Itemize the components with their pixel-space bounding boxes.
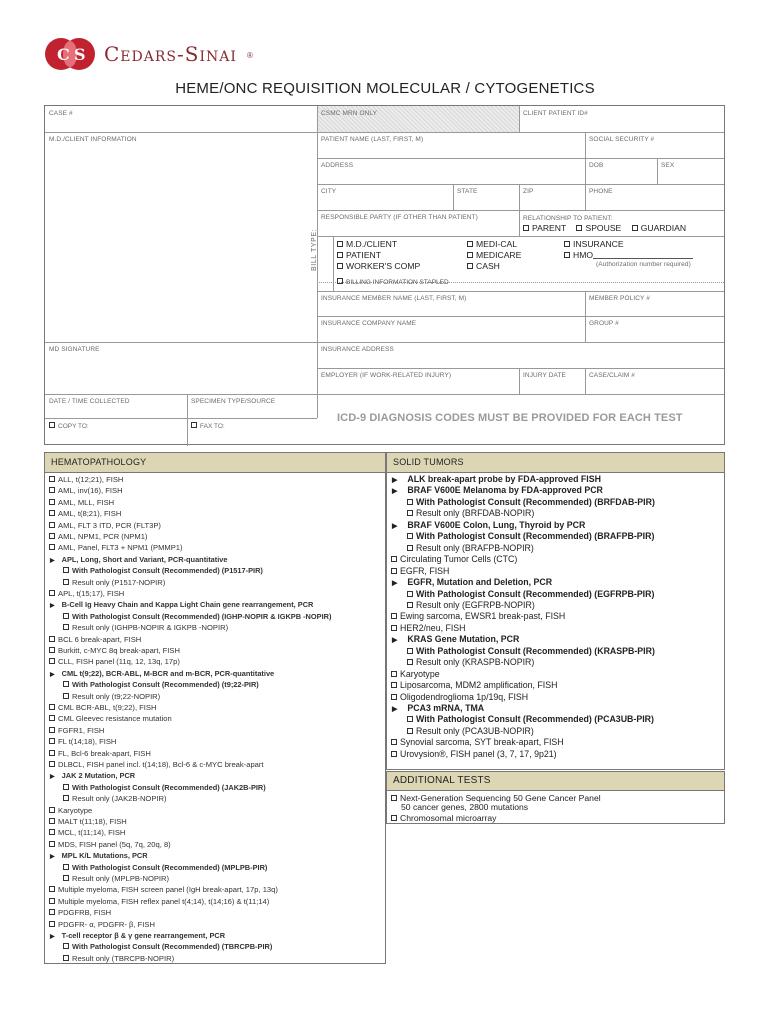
test-label: PDGFR- α, PDGFR- β, FISH [58,919,155,929]
checkbox-icon [49,818,55,824]
checkbox-icon [49,807,55,813]
test-label: With Pathologist Consult (Recommended) (PCA3UB-PIR) [416,714,654,725]
insurance-address-label: INSURANCE ADDRESS [321,346,394,353]
test-label: With Pathologist Consult (Recommended) (BRAFPB-PIR) [416,531,655,542]
checkbox-icon [63,579,69,585]
auth-number-note: (Authorization number required) [596,261,691,268]
test-group [392,485,603,495]
test-label: Result only (KRASPB-NOPIR) [416,657,535,668]
checkbox-icon [49,533,55,539]
test-option[interactable] [63,623,228,632]
test-label: With Pathologist Consult (Recommended) (t9;22-PIR) [72,680,259,690]
test-label: AML, Panel, FLT3 + NPM1 (PMMP1) [58,543,183,553]
test-option[interactable] [49,737,116,746]
test-label: CML Gleevec resistance mutation [58,714,172,724]
test-option[interactable] [63,680,259,689]
bill-col-1 [337,239,420,272]
test-group [392,634,519,644]
test-label: With Pathologist Consult (Recommended) (JAK2B-PIR) [72,782,266,792]
test-group [50,851,148,860]
test-option[interactable] [63,612,331,621]
bill-workers-comp-option[interactable]: WORKER'S COMP [337,261,420,272]
checkbox-icon [632,225,638,231]
test-option[interactable] [49,908,111,917]
test-label: With Pathologist Consult (Recommended) (P1517-PIR) [72,566,263,576]
checkbox-icon [49,476,55,482]
test-option[interactable] [49,760,264,769]
test-option[interactable] [391,611,565,621]
checkbox-icon [49,544,55,550]
checkbox-icon [337,241,343,247]
test-option[interactable] [49,635,141,644]
checkbox-icon [391,795,397,801]
checkbox-icon [576,225,582,231]
checkbox-icon [49,921,55,927]
sex-label: SEX [661,162,675,169]
bill-md-client-option[interactable]: M.D./CLIENT [337,239,420,250]
member-policy-label: MEMBER POLICY # [589,295,650,302]
checkbox-icon [63,784,69,790]
checkbox-icon [391,625,397,631]
test-option[interactable] [49,646,180,655]
test-option[interactable] [63,578,165,587]
specimen-type-label: SPECIMEN TYPE/SOURCE [191,398,276,405]
test-label: BRAF V600E Colon, Lung, Thyroid by PCR [407,519,586,530]
test-option[interactable] [407,508,534,518]
test-label: With Pathologist Consult (Recommended) (BRFDAB-PIR) [416,496,655,507]
test-label: Ewing sarcoma, EWSR1 break-past, FISH [400,611,566,622]
test-option[interactable] [49,521,161,530]
fax-to-option[interactable]: FAX TO: [191,422,225,430]
checkbox-icon [49,487,55,493]
test-label: CLL, FISH panel (11q, 12, 13q, 17p) [58,657,180,667]
checkbox-icon [49,738,55,744]
checkbox-icon [63,693,69,699]
copy-to-option[interactable]: COPY TO: [49,422,89,430]
test-group [50,555,228,564]
test-option[interactable] [49,806,92,815]
test-label: Result only (TBRCPB-NOPIR) [72,953,175,963]
test-option[interactable] [49,543,183,552]
test-option[interactable] [49,589,124,598]
checkbox-icon [49,886,55,892]
test-label: Result only (IGHPB-NOPIR & IGKPB -NOPIR) [72,623,229,633]
test-label: With Pathologist Consult (Recommended) (EGFRPB-PIR) [416,588,655,599]
test-label: CML BCR-ABL, t(9;22), FISH [58,703,157,712]
test-option[interactable] [407,646,655,656]
test-label: With Pathologist Consult (Recommended) (IGHP-NOPIR & IGKPB -NOPIR) [72,611,332,621]
phone-label: PHONE [589,188,613,195]
ssn-label: SOCIAL SECURITY # [589,136,655,143]
checkbox-icon [391,815,397,821]
checkbox-icon [49,898,55,904]
checkbox-icon [391,751,397,757]
test-label: Multiple myeloma, FISH reflex panel t(4;14), t(14;16) & t(11;14) [58,896,270,906]
checkbox-icon [49,750,55,756]
test-option[interactable] [407,714,654,724]
test-option[interactable] [407,497,655,507]
test-option[interactable] [49,532,147,541]
checkbox-icon [63,567,69,573]
bill-medicare-option[interactable]: MEDICARE [467,250,521,261]
test-label: BCL 6 break-apart, FISH [58,634,142,644]
checkbox-icon [391,671,397,677]
test-label: Multiple myeloma, FISH screen panel (IgH break-apart, 17p, 13q) [58,885,278,895]
test-option[interactable] [407,589,654,599]
test-label: Urovysion®, FISH panel (3, 7, 17, 9p21) [400,748,557,759]
test-label: APL, t(15;17), FISH [58,589,125,598]
ngs-panel-desc: 50 cancer genes, 2800 mutations [401,802,529,812]
test-label: CML t(9;22), BCR-ABL, M-BCR and m-BCR, PCR-quantitative [61,668,275,678]
checkbox-icon [49,636,55,642]
checkbox-icon [49,715,55,721]
test-label: Result only (t9;22-NOPIR) [72,691,161,701]
test-label: AML, inv(16), FISH [58,486,123,496]
checkbox-icon [337,263,343,269]
test-label: FL t(14;18), FISH [58,737,117,747]
checkbox-icon [63,681,69,687]
test-label: Karyotype [58,805,93,815]
cedars-sinai-logo-icon [44,36,96,72]
bill-insurance-option[interactable]: INSURANCE [564,239,693,250]
test-label: MDS, FISH panel (5q, 7q, 20q, 8) [58,839,171,849]
test-option[interactable] [407,657,534,667]
test-option[interactable] [407,600,535,610]
test-label: Result only (P1517-NOPIR) [72,577,166,587]
test-label: AML, NPM1, PCR (NPM1) [58,532,148,541]
rel-spouse-option[interactable]: SPOUSE [576,223,621,233]
test-label: MCL, t(11;14), FISH [58,828,126,838]
test-label: With Pathologist Consult (Recommended) (KRASPB-PIR) [416,645,655,656]
insurance-member-name-label: INSURANCE MEMBER NAME (LAST, FIRST, M) [321,295,467,302]
checkbox-icon [63,943,69,949]
test-label: Liposarcoma, MDM2 amplification, FISH [400,680,558,691]
checkbox-icon [63,613,69,619]
checkbox-icon [49,829,55,835]
svg-text:C: C [57,45,70,64]
test-option[interactable] [49,749,151,758]
group-label: GROUP # [589,320,619,327]
state-label: STATE [457,188,478,195]
test-label: FL, Bcl-6 break-apart, FISH [58,748,151,758]
test-option[interactable] [49,714,172,723]
test-option[interactable] [63,863,267,872]
test-option[interactable] [391,680,557,690]
checkbox-icon [564,252,570,258]
logo [44,36,264,72]
md-client-info-label: M.D./CLIENT INFORMATION [49,136,137,143]
checkbox-icon [407,602,413,608]
test-option[interactable] [391,554,517,564]
test-option[interactable] [49,897,269,906]
checkbox-icon [391,556,397,562]
md-signature-label: MD SIGNATURE [49,346,100,353]
test-option[interactable] [49,726,104,735]
test-group [50,771,135,780]
test-label: Circulating Tumor Cells (CTC) [400,554,518,565]
checkbox-icon [391,682,397,688]
checkbox-icon [391,568,397,574]
bill-hmo-option[interactable]: HMO [564,250,693,261]
test-label: AML, t(8;21), FISH [58,509,122,519]
test-label: Result only (PCA3UB-NOPIR) [416,725,534,736]
checkbox-icon [49,590,55,596]
city-label: CITY [321,188,337,195]
dob-label: DOB [589,162,604,169]
test-option[interactable] [49,486,123,495]
zip-label: ZIP [523,188,534,195]
checkbox-icon [49,647,55,653]
test-group [50,931,225,940]
checkbox-icon [467,252,473,258]
test-option[interactable] [63,942,272,951]
test-group [392,577,552,587]
checkbox-icon [407,591,413,597]
test-label: T-cell receptor β & γ gene rearrangement, PCR [61,931,226,940]
test-label: Result only (EGFRPB-NOPIR) [416,599,535,610]
checkbox-icon [391,613,397,619]
checkbox-icon [49,422,55,428]
solid-section [386,452,725,770]
test-label: With Pathologist Consult (Recommended) (TBRCPB-PIR) [72,942,273,952]
chromosomal-microarray-option[interactable]: Chromosomal microarray [391,813,496,823]
test-option[interactable] [49,703,156,712]
test-option[interactable] [49,509,121,518]
checkbox-icon [407,728,413,734]
test-option[interactable] [63,794,167,803]
test-option[interactable] [49,885,278,894]
rel-parent-option[interactable]: PARENT [523,223,566,233]
rel-guardian-option[interactable]: GUARDIAN [632,223,686,233]
checkbox-icon [407,499,413,505]
checkbox-icon [523,225,529,231]
test-option[interactable] [63,692,160,701]
test-label: Result only (JAK2B-NOPIR) [72,794,167,804]
checkbox-icon [467,263,473,269]
test-label: KRAS Gene Mutation, PCR [407,634,520,645]
checkbox-icon [49,499,55,505]
additional-header: ADDITIONAL TESTS [386,771,725,791]
insurance-company-label: INSURANCE COMPANY NAME [321,320,417,327]
test-group [392,520,585,530]
client-patient-id-label: CLIENT PATIENT ID# [523,110,588,117]
logo-name: Cedars-Sinai [104,42,237,66]
checkbox-icon [49,727,55,733]
case-claim-label: CASE/CLAIM # [589,372,635,379]
test-label: With Pathologist Consult (Recommended) (MPLPB-PIR) [72,862,268,872]
test-option[interactable] [49,828,125,837]
checkbox-icon [407,648,413,654]
csmc-mrn-label: CSMC MRN ONLY [321,110,378,117]
test-label: PDGFRB, FISH [58,908,112,918]
test-option[interactable] [49,657,180,666]
test-label: Oligodendroglioma 1p/19q, FISH [400,691,529,702]
test-label: JAK 2 Mutation, PCR [61,771,136,781]
test-label: EGFR, FISH [400,565,450,576]
test-label: AML, FLT 3 ITD, PCR (FLT3P) [58,520,161,530]
date-time-collected-label: DATE / TIME COLLECTED [49,398,130,405]
checkbox-icon [49,704,55,710]
ngs-panel-option[interactable]: Next-Generation Sequencing 50 Gene Cancer Panel [391,793,601,803]
checkbox-icon [49,522,55,528]
checkbox-icon [337,278,343,284]
address-label: ADDRESS [321,162,354,169]
test-option[interactable] [391,623,466,633]
test-group [392,703,484,713]
checkbox-icon [63,624,69,630]
test-group [50,600,313,609]
relationship-options [523,223,686,233]
checkbox-icon [49,761,55,767]
test-option[interactable] [407,726,534,736]
test-label: PCA3 mRNA, TMA [407,703,485,713]
test-label: ALK break-apart probe by FDA-approved FISH [407,474,601,484]
test-label: B-Cell Ig Heavy Chain and Kappa Light Chain gene rearrangement, PCR [61,600,314,610]
solid-header: SOLID TUMORS [386,452,725,473]
checkbox-icon [49,510,55,516]
checkbox-icon [564,241,570,247]
checkbox-icon [63,795,69,801]
checkbox-icon [407,716,413,722]
checkbox-icon [391,739,397,745]
bill-medi-cal-option[interactable]: MEDI-CAL [467,239,521,250]
test-label: DLBCL, FISH panel incl. t(14;18), Bcl-6 & c-MYC break-apart [58,760,264,769]
hemato-header: HEMATOPATHOLOGY [44,452,386,473]
test-label: Result only (BRFDAB-NOPIR) [416,508,535,519]
test-label: EGFR, Mutation and Deletion, PCR [407,577,553,588]
test-label: Karyotype [400,668,440,679]
test-option[interactable] [63,954,174,963]
checkbox-icon [407,510,413,516]
test-option[interactable] [63,566,263,575]
checkbox-icon [391,694,397,700]
test-label: MPL K/L Mutations, PCR [61,851,148,861]
test-option[interactable] [407,531,654,541]
test-option[interactable] [407,543,534,553]
case-label: CASE # [49,110,73,117]
test-option[interactable] [391,566,449,576]
patient-name-label: PATIENT NAME (LAST, FIRST, M) [321,136,424,143]
hemato-section [44,452,386,964]
test-label: FGFR1, FISH [58,725,105,735]
test-label: Burkitt, c-MYC 8q break-apart, FISH [58,646,180,655]
employer-label: EMPLOYER (IF WORK-RELATED INJURY) [321,372,452,379]
test-group [50,669,274,678]
test-group [392,474,601,484]
test-label: AML, MLL, FISH [58,497,115,507]
test-option[interactable] [49,475,123,484]
test-option[interactable] [49,920,155,929]
hmo-auth-line[interactable] [593,250,693,259]
test-label: ALL, t(12;21), FISH [58,475,124,484]
checkbox-icon [467,241,473,247]
bill-patient-option[interactable]: PATIENT [337,250,420,261]
checkbox-icon [191,422,197,428]
test-label: Result only (BRAFPB-NOPIR) [416,542,534,553]
checkbox-icon [49,841,55,847]
responsible-party-label: RESPONSIBLE PARTY (IF OTHER THAN PATIENT) [321,214,478,221]
test-label: MALT t(11;18), FISH [58,817,127,826]
test-option[interactable] [391,692,528,702]
logo-reg: ® [247,51,253,60]
checkbox-icon [407,533,413,539]
test-label: BRAF V600E Melanoma by FDA-approved PCR [407,485,603,496]
svg-text:S: S [74,45,86,64]
page-title: HEME/ONC REQUISITION MOLECULAR / CYTOGENETICS [175,80,595,97]
checkbox-icon [63,864,69,870]
patient-form [44,105,725,445]
relationship-label: RELATIONSHIP TO PATIENT: [523,215,613,222]
additional-section [386,771,725,824]
test-label: Synovial sarcoma, SYT break-apart, FISH [400,737,564,748]
test-option[interactable] [49,498,114,507]
bill-col-3 [564,239,693,261]
bill-cash-option[interactable]: CASH [467,261,521,272]
test-option[interactable] [63,874,169,883]
checkbox-icon [49,909,55,915]
test-option[interactable] [49,840,171,849]
checkbox-icon [337,252,343,258]
test-label: APL, Long, Short and Variant, PCR-quantitative [61,554,228,564]
injury-date-label: INJURY DATE [523,372,566,379]
test-option[interactable] [391,749,557,759]
checkbox-icon [63,955,69,961]
test-option[interactable] [391,669,440,679]
checkbox-icon [407,659,413,665]
test-option[interactable] [49,817,127,826]
test-label: HER2/neu, FISH [400,622,466,633]
checkbox-icon [407,545,413,551]
bill-col-2 [467,239,521,272]
test-option[interactable] [63,783,266,792]
checkbox-icon [63,875,69,881]
billing-info-stapled-option[interactable]: BILLING INFORMATION STAPLED [337,278,449,286]
test-label: Result only (MPLPB-NOPIR) [72,874,170,883]
bill-type-label: BILL TYPE: [311,228,318,271]
test-option[interactable] [391,737,564,747]
checkbox-icon [49,658,55,664]
icd9-notice: ICD-9 DIAGNOSIS CODES MUST BE PROVIDED FOR EACH TEST [337,412,683,424]
